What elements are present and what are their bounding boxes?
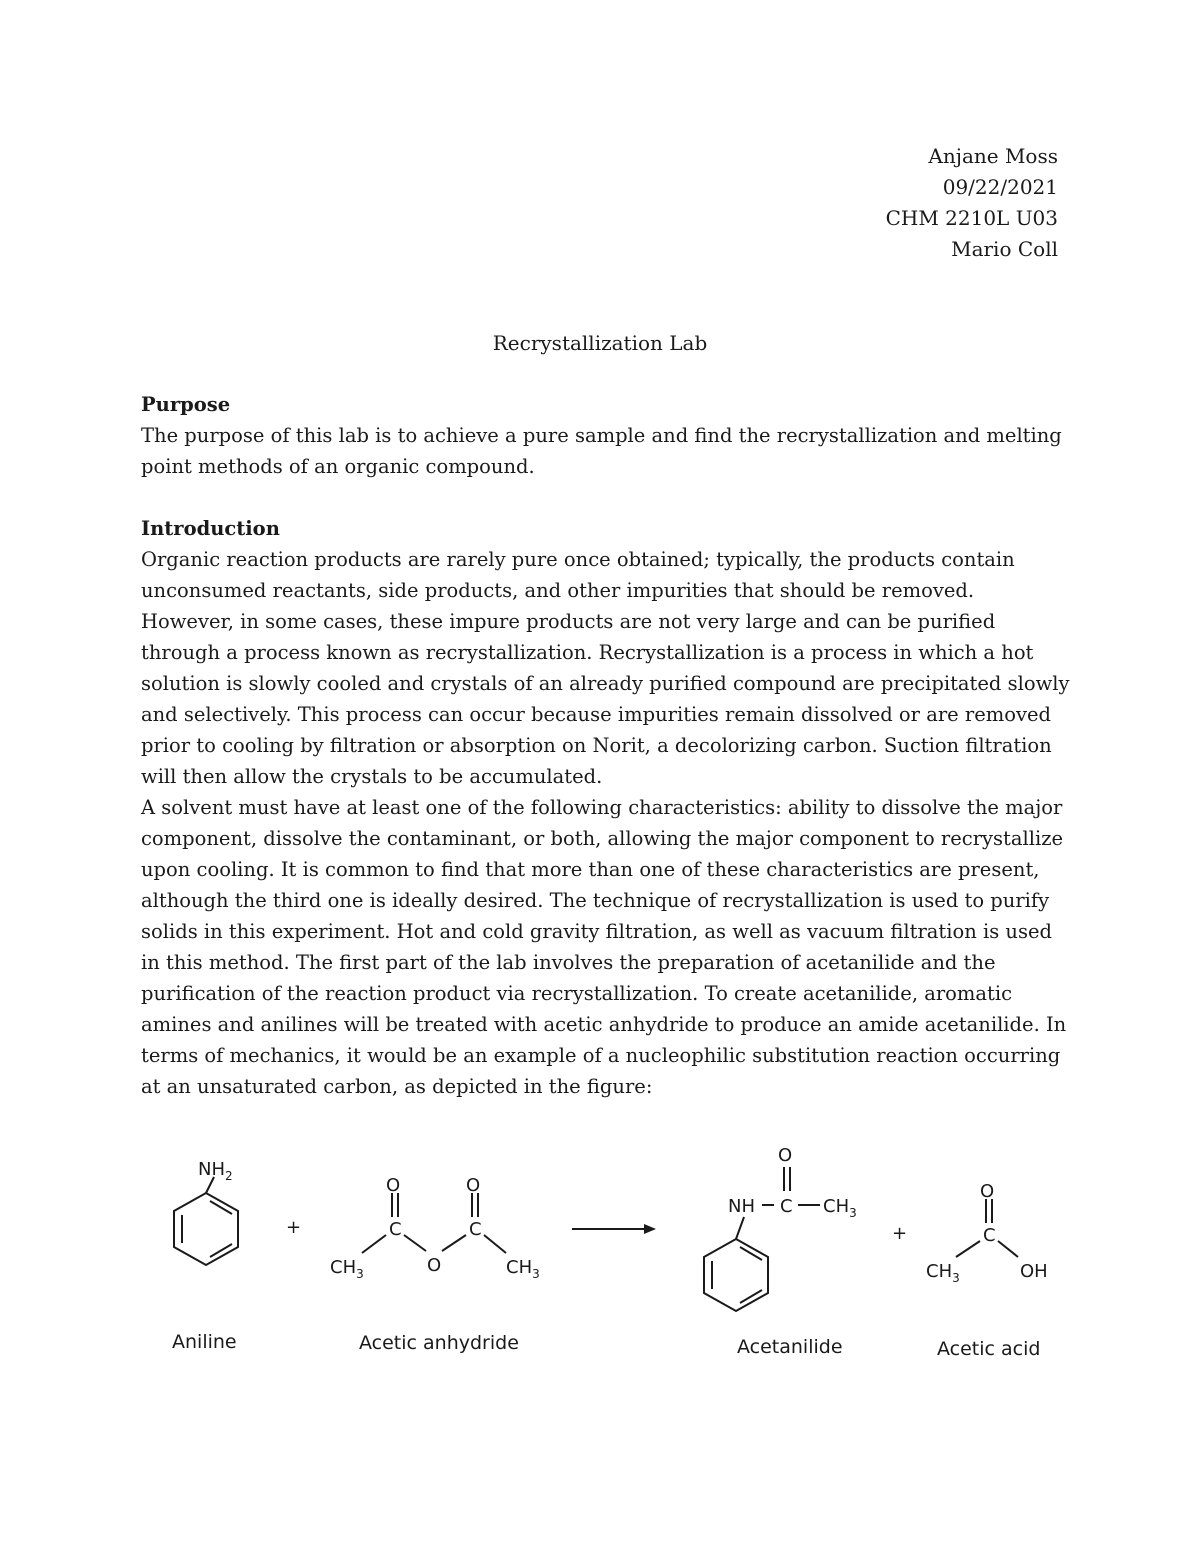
anhydride-methyl-1: $CH_3$ bbox=[330, 1257, 364, 1281]
acetic-anhydride-label: Acetic anhydride bbox=[359, 1332, 519, 1354]
acetic-acid-label: Acetic acid bbox=[937, 1338, 1041, 1360]
acetic-acid-oxygen: O bbox=[980, 1181, 995, 1202]
aniline-structure bbox=[174, 1177, 238, 1265]
anhydride-carbon-1: C bbox=[389, 1219, 402, 1240]
acetanilide-carbon: C bbox=[780, 1196, 793, 1217]
acetanilide-oxygen: O bbox=[778, 1145, 793, 1166]
aniline-nh2: $NH_2$ bbox=[198, 1159, 233, 1183]
acetanilide-ring bbox=[704, 1239, 768, 1311]
methyl-bond bbox=[956, 1241, 980, 1257]
anhydride-oxygen-1: O bbox=[386, 1175, 401, 1196]
author-header bbox=[886, 141, 1058, 265]
methyl-bond bbox=[362, 1235, 386, 1253]
acetanilide-methyl: $CH_3$ bbox=[823, 1196, 857, 1220]
reaction-arrow bbox=[572, 1224, 656, 1234]
reaction-scheme bbox=[140, 1105, 1070, 1395]
aniline-double-bond bbox=[210, 1201, 232, 1214]
acetanilide-n-bond bbox=[736, 1217, 744, 1239]
report-date: 09/22/2021 bbox=[942, 175, 1058, 199]
acetic-acid-methyl: $CH_3$ bbox=[926, 1261, 960, 1285]
purpose-text: The purpose of this lab is to achieve a pure sample and find the recrystallization and melting point methods of an organic compound. bbox=[141, 424, 1062, 478]
introduction-paragraph-1: Organic reaction products are rarely pure once obtained; typically, the products contain unconsumed reactants, side products, and other impurities that should be removed. However, in some cases, these impure products are not very large and can be purified through a process known as recrystallization. Recrystallization is a process in which a hot solution is slowly cooled and crystals of an already purified compound are precipitated slowly and selectively. This process can occur because impurities remain dissolved or are removed prior to cooling by filtration or absorption on Norit, a decolorizing carbon. Suction filtration will then allow the crystals to be accumulated. bbox=[141, 548, 1070, 788]
anhydride-oxygen-2: O bbox=[466, 1175, 481, 1196]
acetic-acid-hydroxyl: OH bbox=[1020, 1261, 1048, 1282]
acetanilide-double-bond bbox=[740, 1290, 762, 1303]
hydroxyl-bond bbox=[998, 1241, 1018, 1257]
acetanilide-structure bbox=[704, 1167, 820, 1311]
instructor-name: Mario Coll bbox=[951, 237, 1058, 261]
section-spacer bbox=[141, 482, 1071, 513]
acetic-acid-carbon: C bbox=[983, 1225, 996, 1246]
aniline-ring bbox=[174, 1193, 238, 1265]
ester-oxygen-bond bbox=[404, 1235, 426, 1251]
acetanilide-label: Acetanilide bbox=[737, 1336, 843, 1358]
anhydride-bridge-oxygen: O bbox=[427, 1255, 442, 1276]
aniline-label: Aniline bbox=[172, 1331, 237, 1353]
plus-sign: + bbox=[892, 1223, 908, 1244]
reaction-figure bbox=[140, 1105, 1070, 1395]
ester-oxygen-bond bbox=[442, 1235, 466, 1251]
purpose-heading: Purpose bbox=[141, 393, 231, 416]
methyl-bond bbox=[484, 1235, 506, 1253]
author-name: Anjane Moss bbox=[928, 144, 1058, 168]
acetic-anhydride-structure bbox=[362, 1193, 506, 1253]
document-body bbox=[141, 389, 1071, 1102]
acetanilide-nh: NH bbox=[728, 1196, 755, 1217]
plus-sign: + bbox=[286, 1217, 302, 1238]
aniline-double-bond bbox=[210, 1244, 232, 1257]
anhydride-carbon-2: C bbox=[469, 1219, 482, 1240]
course-code: CHM 2210L U03 bbox=[885, 206, 1058, 230]
introduction-heading: Introduction bbox=[141, 517, 280, 540]
document-title: Recrystallization Lab bbox=[492, 331, 708, 355]
anhydride-methyl-2: $CH_3$ bbox=[506, 1257, 540, 1281]
acetanilide-double-bond bbox=[740, 1247, 762, 1260]
introduction-paragraph-2: A solvent must have at least one of the following characteristics: ability to dissolve the major component, dissolve the contaminant, or both, allowing the major component to recrystallize upon cooling. It is common to find that more than one of these characteristics are present, although the third one is ideally desired. The technique of recrystallization is used to purify solids in this experiment. Hot and cold gravity filtration, as well as vacuum filtration is used in this method. The first part of the lab involves the preparation of acetanilide and the purification of the reaction product via recrystallization. To create acetanilide, aromatic amines and anilines will be treated with acetic anhydride to produce an amide acetanilide. In terms of mechanics, it would be an example of a nucleophilic substitution reaction occurring at an unsaturated carbon, as depicted in the figure: bbox=[141, 796, 1067, 1098]
